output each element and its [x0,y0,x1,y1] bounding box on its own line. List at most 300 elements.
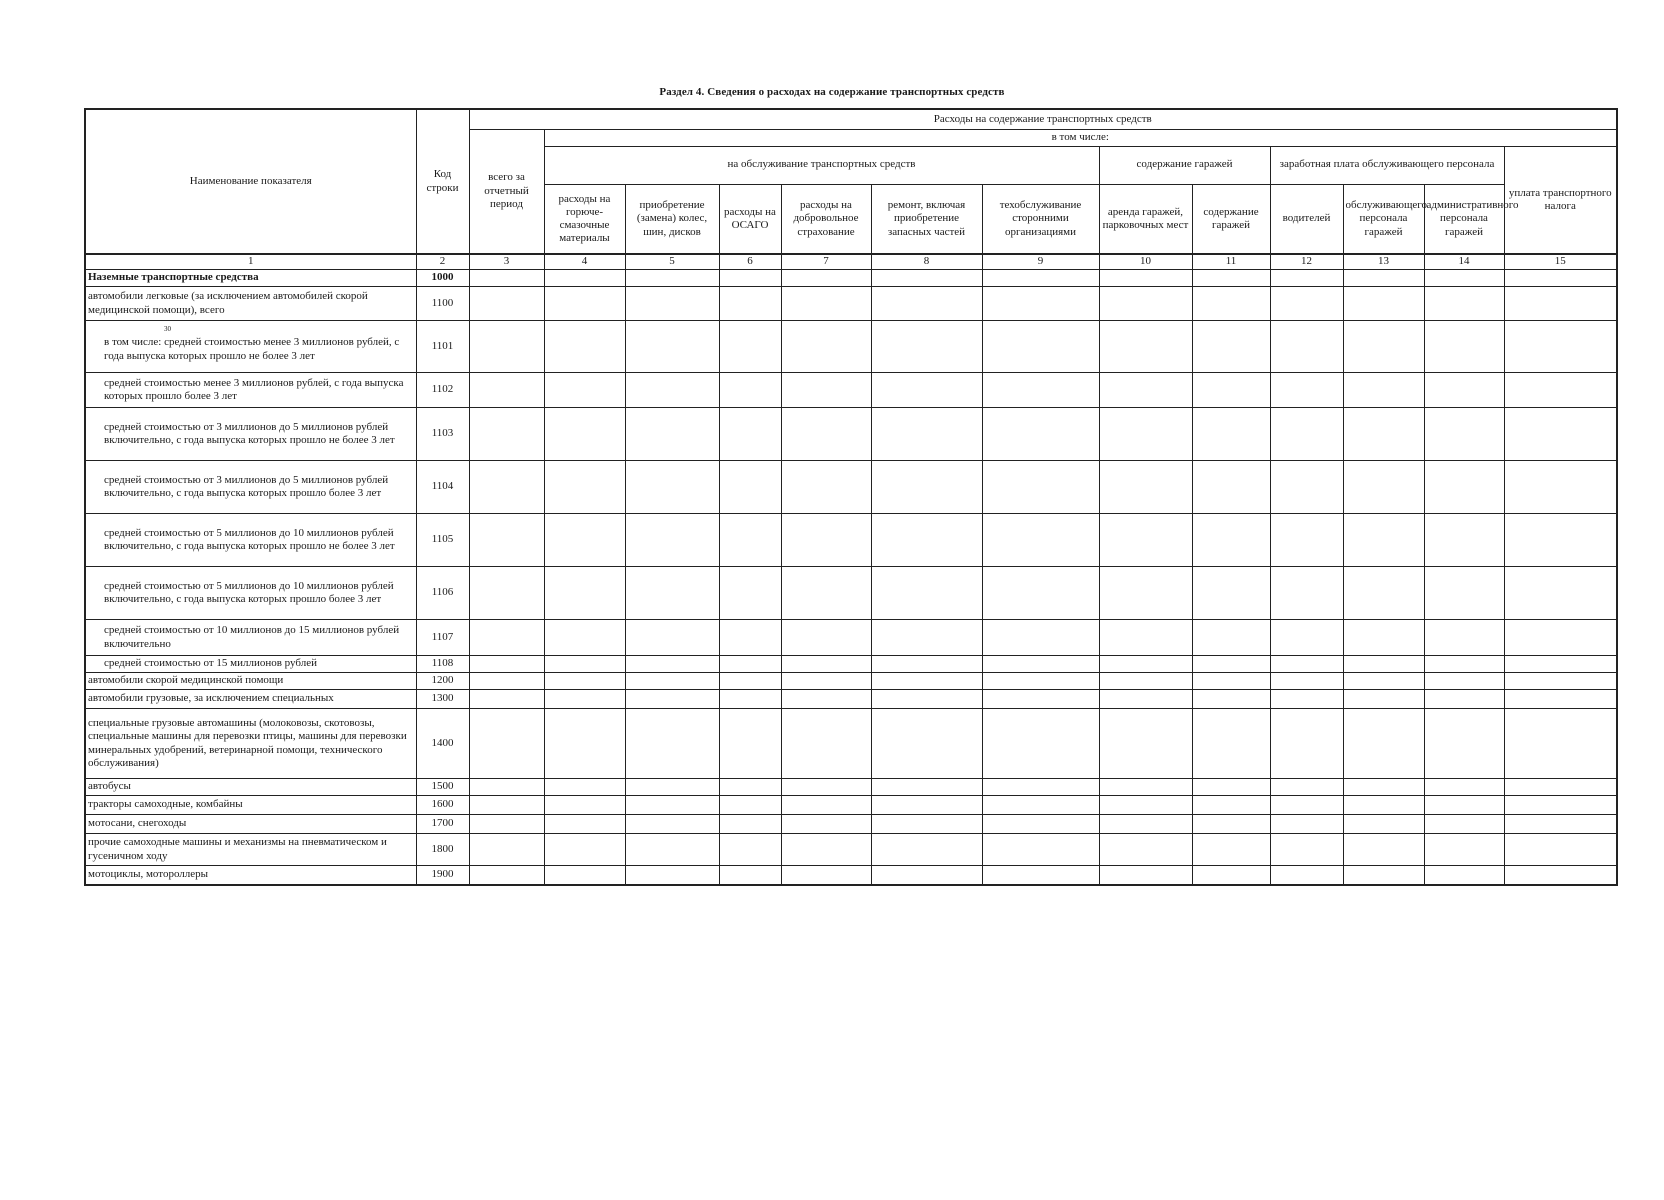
value-cell[interactable] [871,567,982,620]
value-cell[interactable] [781,287,871,321]
value-cell[interactable] [1343,461,1424,514]
value-cell[interactable] [544,796,625,815]
value-cell[interactable] [1504,779,1617,796]
value-cell[interactable] [544,287,625,321]
value-cell[interactable] [544,514,625,567]
value-cell[interactable] [1270,408,1343,461]
value-cell[interactable] [1192,796,1270,815]
value-cell[interactable] [1192,656,1270,673]
row-code: 1900 [416,866,469,885]
row-label-text: автомобили грузовые, за исключением специальных [88,692,334,705]
value-cell[interactable] [1504,373,1617,408]
value-cell[interactable] [1504,620,1617,656]
value-cell[interactable] [469,690,544,709]
value-cell[interactable] [982,270,1099,287]
value-cell[interactable] [719,796,781,815]
row-label-text: мотосани, снегоходы [88,817,187,830]
value-cell[interactable] [871,287,982,321]
value-cell[interactable] [469,514,544,567]
value-cell[interactable] [1504,796,1617,815]
value-cell[interactable] [544,690,625,709]
column-number: 5 [625,254,719,270]
value-cell[interactable] [1504,656,1617,673]
value-cell[interactable] [1424,796,1504,815]
table-row [85,709,1617,779]
row-label [85,656,416,673]
table-row [85,321,1617,373]
value-cell[interactable] [1270,796,1343,815]
value-cell[interactable] [544,866,625,885]
value-cell[interactable] [1424,690,1504,709]
value-cell[interactable] [1343,567,1424,620]
value-cell[interactable] [1270,567,1343,620]
row-label [85,779,416,796]
value-cell[interactable] [781,690,871,709]
value-cell[interactable] [544,815,625,834]
value-cell[interactable] [469,567,544,620]
value-cell[interactable] [544,779,625,796]
row-label [85,620,416,656]
value-cell[interactable] [625,866,719,885]
value-cell[interactable] [781,673,871,690]
row-label-text: прочие самоходные машины и механизмы на пневматическом и гусеничном ходу [88,836,387,862]
value-cell[interactable] [469,779,544,796]
column-number: 10 [1099,254,1192,270]
value-cell[interactable] [871,834,982,866]
value-cell[interactable] [982,709,1099,779]
value-cell[interactable] [1270,620,1343,656]
header-name: Наименование показателя [85,109,416,254]
row-label-text: средней стоимостью от 5 миллионов до 10 миллионов рублей включительно, с года выпуска которых прошло не более 3 лет [104,526,395,552]
value-cell[interactable] [469,709,544,779]
value-cell[interactable] [982,690,1099,709]
value-cell[interactable] [1099,690,1192,709]
column-number: 14 [1424,254,1504,270]
value-cell[interactable] [719,656,781,673]
value-cell[interactable] [1343,656,1424,673]
value-cell[interactable] [871,673,982,690]
value-cell[interactable] [871,514,982,567]
value-cell[interactable] [1424,656,1504,673]
value-cell[interactable] [469,287,544,321]
table-row [85,287,1617,321]
value-cell[interactable] [1424,461,1504,514]
row-code: 1106 [416,567,469,620]
value-cell[interactable] [469,408,544,461]
column-number: 1 [85,254,416,270]
value-cell[interactable] [1192,779,1270,796]
value-cell[interactable] [1424,709,1504,779]
value-cell[interactable] [1343,287,1424,321]
value-cell[interactable] [781,620,871,656]
value-cell[interactable] [871,796,982,815]
value-cell[interactable] [781,815,871,834]
value-cell[interactable] [1270,866,1343,885]
row-label-text: средней стоимостью от 10 миллионов до 15 миллионов рублей включительно [104,624,400,650]
value-cell[interactable] [1343,690,1424,709]
value-cell[interactable] [781,834,871,866]
value-cell[interactable] [1270,656,1343,673]
value-cell[interactable] [1270,779,1343,796]
row-label [85,287,416,321]
value-cell[interactable] [1270,673,1343,690]
value-cell[interactable] [1343,796,1424,815]
value-cell[interactable] [1504,567,1617,620]
value-cell[interactable] [469,866,544,885]
value-cell[interactable] [1343,709,1424,779]
value-cell[interactable] [1270,321,1343,373]
value-cell[interactable] [719,709,781,779]
value-cell[interactable] [1504,461,1617,514]
row-label [85,408,416,461]
value-cell[interactable] [625,270,719,287]
value-cell[interactable] [544,834,625,866]
value-cell[interactable] [544,321,625,373]
value-cell[interactable] [1270,815,1343,834]
value-cell[interactable] [1424,287,1504,321]
row-code: 1100 [416,287,469,321]
value-cell[interactable] [1504,270,1617,287]
value-cell[interactable] [871,620,982,656]
value-cell[interactable] [1192,690,1270,709]
row-code: 1104 [416,461,469,514]
value-cell[interactable] [781,866,871,885]
column-number: 12 [1270,254,1343,270]
value-cell[interactable] [719,866,781,885]
value-cell[interactable] [544,408,625,461]
value-cell[interactable] [625,815,719,834]
value-cell[interactable] [719,514,781,567]
table-body [85,254,1617,885]
value-cell[interactable] [625,373,719,408]
value-cell[interactable] [982,514,1099,567]
value-cell[interactable] [719,834,781,866]
value-cell[interactable] [982,866,1099,885]
expenses-table [84,108,1618,886]
value-cell[interactable] [1099,656,1192,673]
value-cell[interactable] [625,620,719,656]
header-service-group: на обслуживание транспортных средств [544,146,1099,184]
value-cell[interactable] [719,567,781,620]
value-cell[interactable] [982,567,1099,620]
value-cell[interactable] [719,461,781,514]
value-cell[interactable] [1343,815,1424,834]
row-label [85,834,416,866]
row-label-text: средней стоимостью от 5 миллионов до 10 миллионов рублей включительно, с года выпуска которых прошло более 3 лет [104,579,394,605]
value-cell[interactable] [1192,866,1270,885]
value-cell[interactable] [1343,270,1424,287]
value-cell[interactable] [982,815,1099,834]
value-cell[interactable] [1504,321,1617,373]
value-cell[interactable] [1424,270,1504,287]
value-cell[interactable] [719,620,781,656]
column-number: 6 [719,254,781,270]
value-cell[interactable] [1424,514,1504,567]
value-cell[interactable] [982,321,1099,373]
value-cell[interactable] [1099,709,1192,779]
row-code: 1107 [416,620,469,656]
value-cell[interactable] [1192,270,1270,287]
value-cell[interactable] [1424,620,1504,656]
value-cell[interactable] [1099,834,1192,866]
value-cell[interactable] [1343,673,1424,690]
value-cell[interactable] [1099,514,1192,567]
value-cell[interactable] [1270,709,1343,779]
value-cell[interactable] [625,321,719,373]
value-cell[interactable] [1504,287,1617,321]
value-cell[interactable] [1099,321,1192,373]
value-cell[interactable] [1504,673,1617,690]
value-cell[interactable] [1424,373,1504,408]
value-cell[interactable] [1343,866,1424,885]
value-cell[interactable] [1270,287,1343,321]
value-cell[interactable] [1192,321,1270,373]
column-number: 4 [544,254,625,270]
value-cell[interactable] [871,690,982,709]
value-cell[interactable] [982,461,1099,514]
row-label [85,567,416,620]
header-osago: расходы на ОСАГО [719,184,781,254]
value-cell[interactable] [871,408,982,461]
value-cell[interactable] [781,709,871,779]
table-row [85,796,1617,815]
value-cell[interactable] [781,270,871,287]
value-cell[interactable] [982,408,1099,461]
row-code: 1000 [416,270,469,287]
value-cell[interactable] [1192,815,1270,834]
value-cell[interactable] [625,287,719,321]
row-label [85,673,416,690]
value-cell[interactable] [1504,690,1617,709]
value-cell[interactable] [781,461,871,514]
value-cell[interactable] [469,321,544,373]
table-row [85,514,1617,567]
value-cell[interactable] [469,656,544,673]
value-cell[interactable] [1270,270,1343,287]
table-row [85,270,1617,287]
value-cell[interactable] [1192,567,1270,620]
value-cell[interactable] [1424,779,1504,796]
value-cell[interactable] [1099,779,1192,796]
value-cell[interactable] [469,373,544,408]
value-cell[interactable] [1192,673,1270,690]
value-cell[interactable] [1504,408,1617,461]
value-cell[interactable] [1099,796,1192,815]
row-label-text: средней стоимостью менее 3 миллионов рублей, с года выпуска которых прошло более 3 лет [104,376,404,402]
value-cell[interactable] [544,461,625,514]
value-cell[interactable] [544,620,625,656]
value-cell[interactable] [719,287,781,321]
value-cell[interactable] [544,673,625,690]
value-cell[interactable] [781,567,871,620]
value-cell[interactable] [1343,834,1424,866]
value-cell[interactable] [781,514,871,567]
value-cell[interactable] [1099,620,1192,656]
value-cell[interactable] [1099,461,1192,514]
value-cell[interactable] [469,815,544,834]
value-cell[interactable] [719,270,781,287]
value-cell[interactable] [625,779,719,796]
value-cell[interactable] [1192,461,1270,514]
value-cell[interactable] [1192,287,1270,321]
row-code: 1300 [416,690,469,709]
value-cell[interactable] [1343,321,1424,373]
value-cell[interactable] [1099,673,1192,690]
value-cell[interactable] [781,373,871,408]
value-cell[interactable] [1270,373,1343,408]
value-cell[interactable] [719,373,781,408]
value-cell[interactable] [982,779,1099,796]
column-number: 13 [1343,254,1424,270]
table-row [85,567,1617,620]
value-cell[interactable] [982,287,1099,321]
value-cell[interactable] [1099,287,1192,321]
row-code: 1800 [416,834,469,866]
value-cell[interactable] [781,779,871,796]
value-cell[interactable] [1099,866,1192,885]
value-cell[interactable] [625,796,719,815]
value-cell[interactable] [625,673,719,690]
value-cell[interactable] [1192,373,1270,408]
value-cell[interactable] [544,656,625,673]
value-cell[interactable] [1504,815,1617,834]
value-cell[interactable] [982,620,1099,656]
value-cell[interactable] [625,656,719,673]
value-cell[interactable] [982,796,1099,815]
value-cell[interactable] [1099,815,1192,834]
value-cell[interactable] [719,779,781,796]
value-cell[interactable] [871,709,982,779]
value-cell[interactable] [719,690,781,709]
value-cell[interactable] [871,779,982,796]
row-code: 1700 [416,815,469,834]
table-row [85,373,1617,408]
value-cell[interactable] [1099,567,1192,620]
value-cell[interactable] [625,690,719,709]
value-cell[interactable] [871,461,982,514]
row-label-text: средней стоимостью от 15 миллионов рублей [104,657,317,670]
value-cell[interactable] [1424,834,1504,866]
row-label [85,514,416,567]
header-maintenance: техобслуживание сторонними организациями [982,184,1099,254]
value-cell[interactable] [1424,321,1504,373]
row-label-text: мотоциклы, мотороллеры [88,868,209,881]
row-label [85,690,416,709]
value-cell[interactable] [982,673,1099,690]
value-cell[interactable] [1343,779,1424,796]
value-cell[interactable] [1099,408,1192,461]
value-cell[interactable] [1424,567,1504,620]
value-cell[interactable] [1099,270,1192,287]
value-cell[interactable] [982,656,1099,673]
value-cell[interactable] [469,834,544,866]
value-cell[interactable] [1192,408,1270,461]
value-cell[interactable] [1099,373,1192,408]
value-cell[interactable] [625,567,719,620]
value-cell[interactable] [982,373,1099,408]
value-cell[interactable] [1424,673,1504,690]
column-numbers-row [85,254,1617,270]
table-row [85,834,1617,866]
value-cell[interactable] [625,408,719,461]
column-number: 7 [781,254,871,270]
value-cell[interactable] [781,408,871,461]
row-label [85,321,416,373]
value-cell[interactable] [625,461,719,514]
value-cell[interactable] [469,620,544,656]
value-cell[interactable] [1424,815,1504,834]
value-cell[interactable] [544,567,625,620]
value-cell[interactable] [719,673,781,690]
value-cell[interactable] [469,461,544,514]
value-cell[interactable] [1192,514,1270,567]
header-garage-rent: аренда гаражей, парковочных мест [1099,184,1192,254]
value-cell[interactable] [544,709,625,779]
value-cell[interactable] [1192,834,1270,866]
table-row [85,866,1617,885]
value-cell[interactable] [719,408,781,461]
row-code: 1103 [416,408,469,461]
value-cell[interactable] [1504,834,1617,866]
value-cell[interactable] [1270,461,1343,514]
value-cell[interactable] [871,270,982,287]
value-cell[interactable] [469,796,544,815]
value-cell[interactable] [871,656,982,673]
value-cell[interactable] [1424,866,1504,885]
value-cell[interactable] [781,796,871,815]
row-label [85,461,416,514]
value-cell[interactable] [544,270,625,287]
value-cell[interactable] [1504,709,1617,779]
value-cell[interactable] [1192,620,1270,656]
value-cell[interactable] [469,270,544,287]
value-cell[interactable] [469,673,544,690]
table-row [85,673,1617,690]
value-cell[interactable] [719,321,781,373]
value-cell[interactable] [1343,373,1424,408]
table-row [85,408,1617,461]
row-label [85,373,416,408]
value-cell[interactable] [719,815,781,834]
value-cell[interactable] [781,321,871,373]
value-cell[interactable] [1192,709,1270,779]
value-cell[interactable] [1504,866,1617,885]
value-cell[interactable] [1504,514,1617,567]
value-cell[interactable] [544,373,625,408]
value-cell[interactable] [871,815,982,834]
value-cell[interactable] [625,709,719,779]
value-cell[interactable] [1343,620,1424,656]
header-tax: уплата транспортного налога [1504,146,1617,254]
value-cell[interactable] [871,321,982,373]
column-number: 9 [982,254,1099,270]
value-cell[interactable] [781,656,871,673]
value-cell[interactable] [1424,408,1504,461]
value-cell[interactable] [982,834,1099,866]
row-code: 1200 [416,673,469,690]
value-cell[interactable] [1270,690,1343,709]
value-cell[interactable] [625,834,719,866]
value-cell[interactable] [625,514,719,567]
value-cell[interactable] [1343,408,1424,461]
value-cell[interactable] [1270,514,1343,567]
value-cell[interactable] [1270,834,1343,866]
value-cell[interactable] [1343,514,1424,567]
row-label-text: автомобили легковые (за исключением автомобилей скорой медицинской помощи), всего [88,290,368,316]
value-cell[interactable] [871,373,982,408]
row-label-text: средней стоимостью от 3 миллионов до 5 миллионов рублей включительно, с года выпуска которых прошло более 3 лет [104,473,389,499]
value-cell[interactable] [871,866,982,885]
